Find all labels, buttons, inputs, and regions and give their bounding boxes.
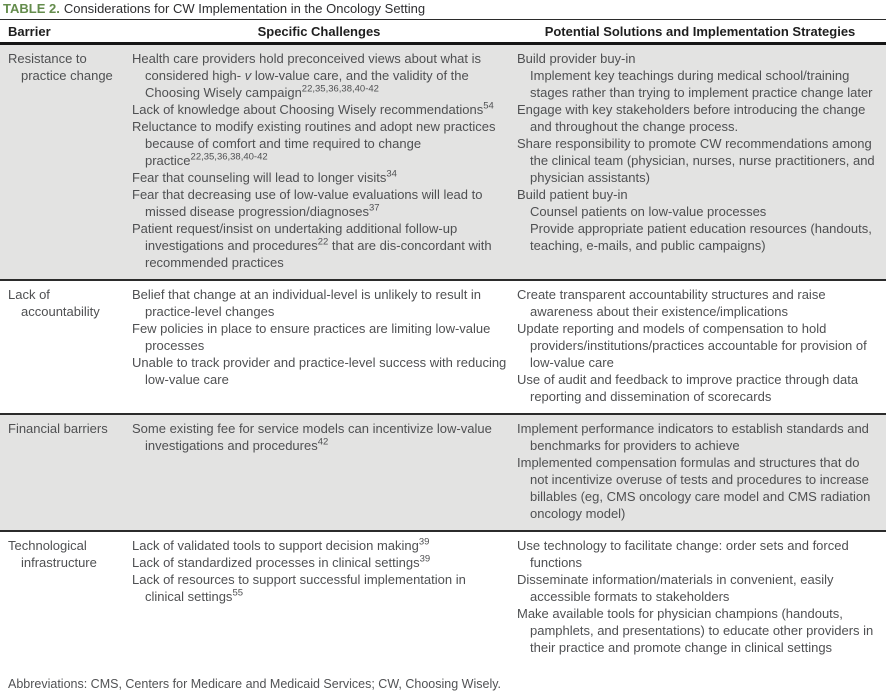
cell-item-solution: Create transparent accountability structures and raise awareness about their existence/implications [517,287,826,319]
challenges-cell [124,49,514,271]
table-row [0,45,886,281]
cell-item-solution: Disseminate information/materials in convenient, easily accessible formats to stakeholders [517,572,834,604]
solutions-cell [514,285,886,405]
cell-item-solution: Build patient buy-in [517,187,628,202]
table-header-row [0,20,886,45]
cell-item-challenge: Few policies in place to ensure practices are limiting low-value processes [132,321,491,353]
barrier-label: Lack of accountability [8,287,100,319]
solutions-cell [514,536,886,656]
table-title [0,0,886,20]
table-title-text: Considerations for CW Implementation in the Oncology Setting [63,1,426,16]
barrier-label: Financial barriers [8,421,108,436]
table-body [0,45,886,664]
cell-item-solution: Use technology to facilitate change: order sets and forced functions [517,538,849,570]
barrier-cell [0,419,124,522]
cell-item-solution: Make available tools for physician champions (handouts, pamphlets, and presentations) to educate other providers in their practice and promote change in clinical settings [517,606,874,655]
column-header-potential-solutions: Potential Solutions and Implementation Strategies [544,24,856,39]
cell-item-solution: Share responsibility to promote CW recommendations among the clinical team (physician, nurses, nurse practitioners, and physician assistants) [517,136,875,185]
cell-item-challenge: Reluctance to modify existing routines and adopt new practices because of comfort and time required to change practice$^{22,35,36,38,40-42}$ [132,119,496,168]
cell-item-challenge: Fear that counseling will lead to longer visits$^{34}$ [132,168,397,185]
cell-item-challenge: Unable to track provider and practice-level success with reducing low-value care [132,355,507,387]
barrier-label: Resistance to practice change [8,51,113,83]
challenges-cell [124,285,514,405]
solutions-cell [514,419,886,522]
cell-item-solution: Implemented compensation formulas and structures that do not incentivize overuse of tests and procedures to increase billables (eg, CMS oncology care model and CMS radiation oncology model) [517,455,871,521]
cell-item-challenge: Lack of knowledge about Choosing Wisely recommendations$^{54}$ [132,100,494,117]
cell-item-solution: Build provider buy-in [517,51,636,66]
table-row [0,281,886,415]
cell-item-challenge: Fear that decreasing use of low-value evaluations will lead to missed disease progression/diagnoses$^{37}$ [132,187,483,219]
cell-item-challenge: Lack of resources to support successful implementation in clinical settings$^{55}$ [132,572,466,604]
cell-item-solution: Provide appropriate patient education resources (handouts, teaching, e-mails, and public campaigns) [530,221,872,253]
cell-item-solution: Use of audit and feedback to improve practice through data reporting and dissemination of scorecards [517,372,859,404]
cell-item-challenge: Belief that change at an individual-level is unlikely to result in practice-level changes [132,287,482,319]
cell-item-challenge: Lack of standardized processes in clinical settings$^{39}$ [132,553,431,570]
cell-item-challenge: Some existing fee for service models can incentivize low-value investigations and procedures$^{42}$ [132,421,492,453]
cell-item-challenge: Lack of validated tools to support decision making$^{39}$ [132,536,430,553]
cell-item-solution: Counsel patients on low-value processes [530,204,767,219]
barrier-cell [0,536,124,656]
table-row [0,532,886,664]
solutions-cell [514,49,886,271]
abbreviations-footnote: Abbreviations: CMS, Centers for Medicare and Medicaid Services; CW, Choosing Wisely. [8,677,502,691]
table-row [0,415,886,532]
challenges-cell [124,536,514,656]
cell-item-solution: Update reporting and models of compensation to hold providers/institutions/practices accountable for provision of low-value care [517,321,867,370]
cell-item-solution: Engage with key stakeholders before introducing the change and throughout the change process. [517,102,866,134]
challenges-cell [124,419,514,522]
barrier-label: Technological infrastructure [8,538,97,570]
cell-item-challenge: Health care providers hold preconceived views about what is considered high- v low-value care, and the validity of the Choosing Wisely campaign$^{22,35,36,38,40-42}$ [132,51,482,100]
barrier-cell [0,285,124,405]
cell-item-solution: Implement performance indicators to establish standards and benchmarks for providers to achieve [517,421,869,453]
cell-item-challenge: Patient request/insist on undertaking additional follow-up investigations and procedures$^{22}$ that are dis-concordant with recommended practices [132,221,492,270]
table-number-label: TABLE 2. [3,1,60,16]
column-header-specific-challenges: Specific Challenges [257,24,381,39]
column-header-barrier: Barrier [8,24,51,39]
cell-item-solution: Implement key teachings during medical school/training stages rather than trying to implement practice change later [530,68,873,100]
barrier-cell [0,49,124,271]
